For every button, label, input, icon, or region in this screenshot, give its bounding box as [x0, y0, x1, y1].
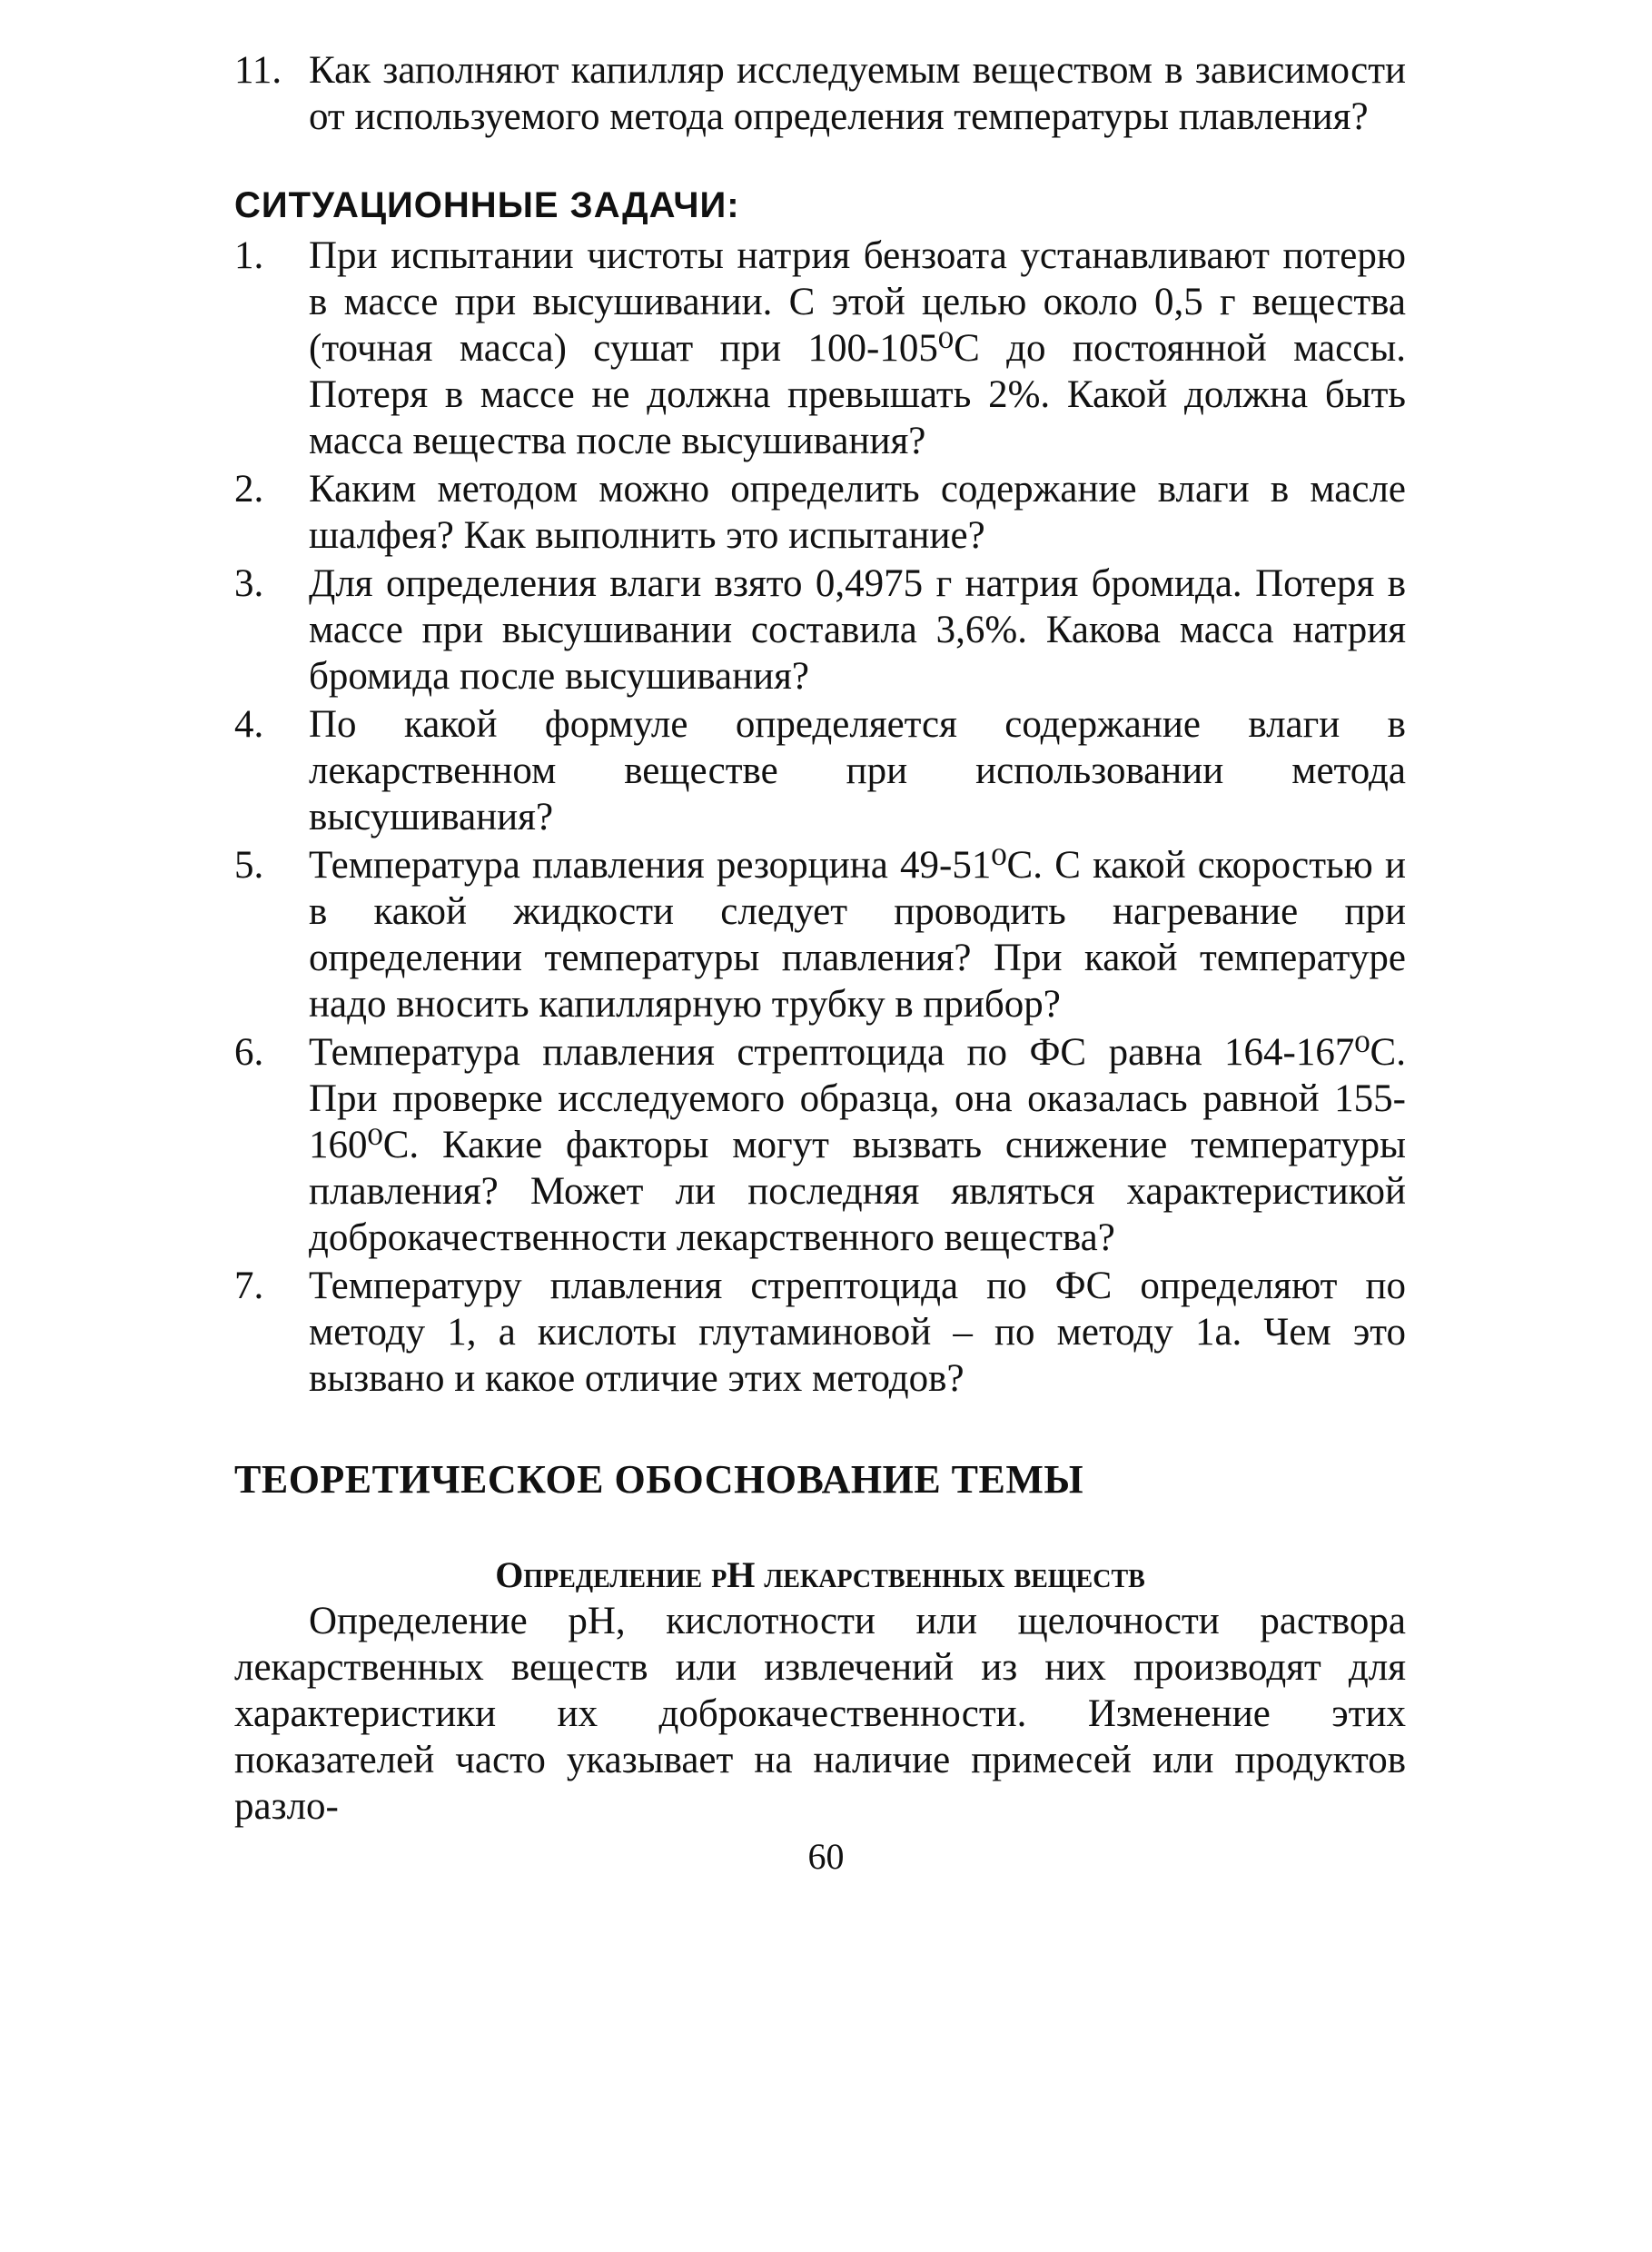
task-item — [234, 561, 1406, 699]
task-text: Каким методом можно определить содержание влаги в масле шалфея? Как выполнить это испытание? — [309, 468, 1406, 557]
task-item — [234, 701, 1406, 840]
task-text: Температуру плавления стрептоцида по ФС определяют по методу 1, а кислоты глутаминовой – по методу 1а. Чем это вызвано и какое отличие этих методов? — [309, 1265, 1406, 1400]
page-number: 60 — [807, 1836, 845, 1877]
question-text: Как заполняют капилляр исследуемым веществом в зависимости от используемого метода определения температуры плавления? — [309, 49, 1406, 138]
situational-tasks-heading: СИТУАЦИОННЫЕ ЗАДАЧИ: — [234, 185, 740, 225]
task-text: По какой формуле определяется содержание влаги в лекарственном веществе при использовании метода высушивания? — [309, 703, 1406, 838]
question-number: 11. — [234, 49, 282, 92]
task-number: 2. — [234, 468, 264, 511]
task-item — [234, 1263, 1406, 1402]
task-number: 4. — [234, 703, 264, 746]
task-number: 1. — [234, 234, 264, 277]
situational-tasks-list — [234, 233, 1406, 1402]
body-paragraph: Определение рН, кислотности или щелочности раствора лекарственных веществ или извлечений из них производят для характеристики их доброкачественности. Изменение этих показателей часто указывает на наличие примесей или продуктов разло- — [234, 1600, 1406, 1828]
question-11 — [234, 47, 1406, 140]
task-number: 5. — [234, 844, 264, 887]
task-text: Температура плавления стрептоцида по ФС равна 164-167⁰С. При проверке исследуемого образца, она оказалась равной 155-160⁰С. Какие факторы могут вызвать снижение температуры плавления? Может ли последняя являться характеристикой доброкачественности лекарственного вещества? — [309, 1031, 1406, 1259]
section-subheading: Определение рН лекарственных веществ — [495, 1554, 1145, 1595]
task-item — [234, 466, 1406, 559]
task-item — [234, 1029, 1406, 1261]
task-item — [234, 233, 1406, 464]
page-content — [234, 47, 1406, 1830]
task-item — [234, 842, 1406, 1027]
task-text: Для определения влаги взято 0,4975 г натрия бромида. Потеря в массе при высушивании составила 3,6%. Какова масса натрия бромида после высушивания? — [309, 562, 1406, 698]
task-text: При испытании чистоты натрия бензоата устанавливают потерю в массе при высушивании. С этой целью около 0,5 г вещества (точная масса) сушат при 100-105⁰С до постоянной массы. Потеря в массе не должна превышать 2%. Какой должна быть масса вещества после высушивания? — [309, 234, 1406, 462]
theory-heading: ТЕОРЕТИЧЕСКОЕ ОБОСНОВАНИЕ ТЕМЫ — [234, 1457, 1084, 1502]
task-number: 7. — [234, 1265, 264, 1307]
task-number: 3. — [234, 562, 264, 605]
task-text: Температура плавления резорцина 49-51⁰С. С какой скоростью и в какой жидкости следует проводить нагревание при определении температуры плавления? При какой температуре надо вносить капиллярную трубку в прибор? — [309, 844, 1406, 1026]
task-number: 6. — [234, 1031, 264, 1074]
